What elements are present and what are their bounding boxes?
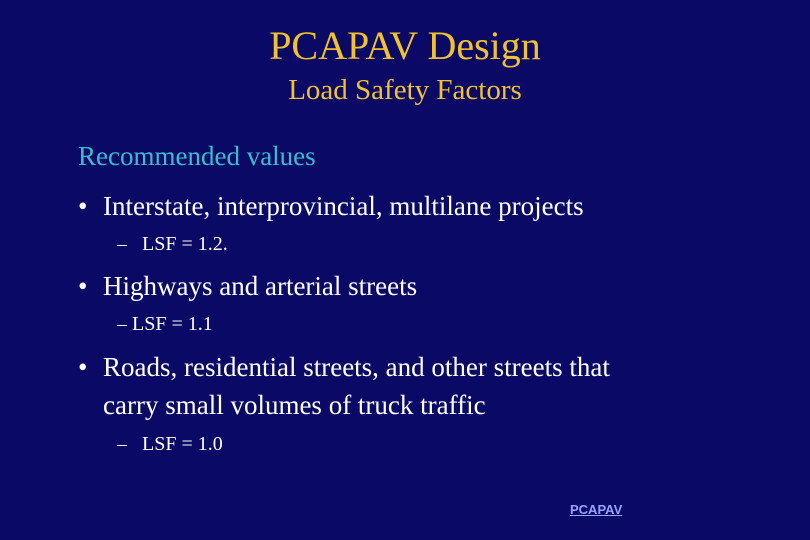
- slide-subtitle: Load Safety Factors: [288, 74, 522, 106]
- bullet-text: Interstate, interprovincial, multilane projects: [103, 191, 584, 221]
- bullet-text: Roads, residential streets, and other streets that: [103, 352, 610, 382]
- slide-title: PCAPAV Design: [269, 23, 541, 68]
- sub-text: LSF = 1.1: [132, 313, 213, 335]
- dash-icon: –: [117, 433, 127, 455]
- sub-item: [117, 313, 213, 336]
- sub-text: LSF = 1.2.: [142, 233, 228, 255]
- section-heading: Recommended values: [78, 141, 316, 171]
- dash-icon: –: [117, 313, 127, 335]
- bullet-text: Highways and arterial streets: [103, 271, 418, 301]
- sub-item: [117, 233, 228, 256]
- bullet-text: carry small volumes of truck traffic: [103, 390, 486, 420]
- footer-link[interactable]: PCAPAV: [570, 502, 623, 517]
- bullet-icon: •: [78, 352, 88, 382]
- bullet-icon: •: [78, 191, 88, 221]
- sub-text: LSF = 1.0: [142, 433, 223, 455]
- bullet-icon: •: [78, 271, 88, 301]
- dash-icon: –: [117, 233, 127, 255]
- sub-item: [117, 433, 223, 456]
